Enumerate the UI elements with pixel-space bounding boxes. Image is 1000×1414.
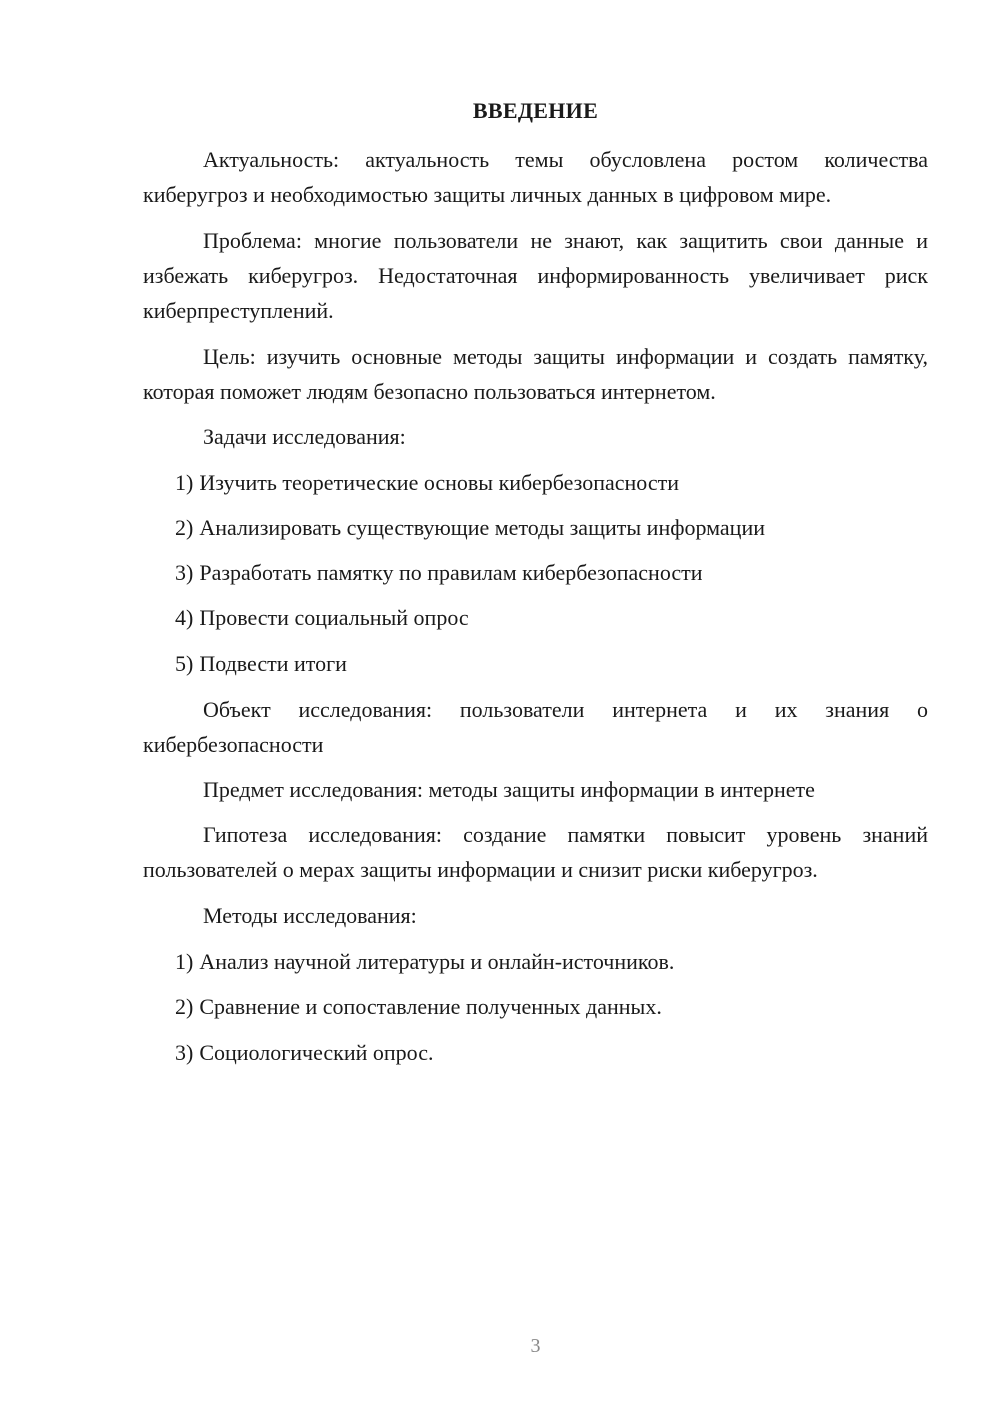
task-number: 5)	[175, 651, 194, 676]
method-item-3	[175, 1035, 928, 1070]
document-page	[143, 0, 928, 1414]
task-item-1	[175, 465, 928, 500]
problem-paragraph: Проблема: многие пользователи не знают, как защитить свои данные и избежать киберугроз. Недостаточная информированность увеличивает риск киберпреступлений.	[143, 228, 928, 323]
method-text: Социологический опрос.	[199, 1040, 434, 1065]
section-heading: ВВЕДЕНИЕ	[472, 98, 599, 123]
task-number: 2)	[175, 515, 194, 540]
task-text: Разработать памятку по правилам кибербезопасности	[199, 560, 703, 585]
method-text: Анализ научной литературы и онлайн-источников.	[199, 949, 675, 974]
method-text: Сравнение и сопоставление полученных данных.	[199, 994, 662, 1019]
task-item-5	[175, 646, 928, 681]
page-number: 3	[530, 1335, 541, 1357]
task-text: Провести социальный опрос	[199, 605, 469, 630]
subject-paragraph: Предмет исследования: методы защиты информации в интернете	[203, 777, 815, 802]
task-number: 1)	[175, 470, 194, 495]
task-item-3	[175, 555, 928, 590]
method-number: 3)	[175, 1040, 194, 1065]
task-text: Анализировать существующие методы защиты информации	[199, 515, 766, 540]
task-text: Подвести итоги	[199, 651, 347, 676]
hypothesis-paragraph: Гипотеза исследования: создание памятки повысит уровень знаний пользователей о мерах защиты информации и снизит риски киберугроз.	[143, 822, 928, 882]
task-item-4	[175, 600, 928, 635]
task-item-2	[175, 510, 928, 545]
tasks-intro: Задачи исследования:	[203, 424, 406, 449]
task-number: 4)	[175, 605, 194, 630]
relevance-paragraph: Актуальность: актуальность темы обусловлена ростом количества киберугроз и необходимостью защиты личных данных в цифровом мире.	[143, 147, 928, 207]
task-number: 3)	[175, 560, 194, 585]
task-text: Изучить теоретические основы кибербезопасности	[199, 470, 679, 495]
object-paragraph: Объект исследования: пользователи интернета и их знания о кибербезопасности	[143, 697, 928, 757]
method-item-1	[175, 944, 928, 979]
goal-paragraph: Цель: изучить основные методы защиты информации и создать памятку, которая поможет людям безопасно пользоваться интернетом.	[143, 344, 928, 404]
methods-intro: Методы исследования:	[203, 903, 417, 928]
method-number: 1)	[175, 949, 194, 974]
method-item-2	[175, 989, 928, 1024]
method-number: 2)	[175, 994, 194, 1019]
